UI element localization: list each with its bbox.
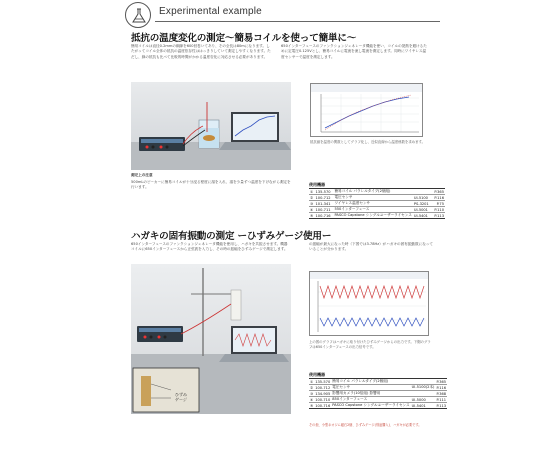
order-code: 100-711 [315, 207, 334, 213]
order-row [309, 213, 445, 219]
order-price: P.111 [436, 397, 447, 402]
order-row [309, 403, 447, 409]
order-model: UI-5001 [413, 207, 431, 213]
order-price: P.75 [431, 201, 445, 207]
order-code: 100-712 [315, 385, 331, 390]
section1-resistance-graph [310, 83, 423, 137]
section1-caption: 抵抗値を温度の関数としてグラフ化し、近似直線から温度係数を求めます。 [310, 140, 426, 144]
section1-intro-right: 650インターフェースのファンクションジェネレータ機能を使い、コイルの発熱を避けるために定電圧0.125Vとし、簡易コイルに電流を流し電流を測定します。同時にワイヤレス温度センサーで温度を測定します。 [281, 44, 427, 59]
section2-caption: 上の図のグラフはハガキに取り付けたひずみゲージからの出力です。下側のグラフは650インターフェースの出力信号です。 [309, 340, 431, 349]
order-no: ③ [310, 391, 314, 396]
section2-note: その他、小型ネオジム磁石2個、ひずみゲージ(別途購入)、ハガキが必要です。 [309, 423, 422, 427]
order-name: 簡易コイル パラレルタイプ(2個組) [331, 379, 410, 385]
section1-intro-left: 簡易コイルは直径0.2mmの銅線を600回巻いてあり、その全長は80mになります。したがってコイル全体の抵抗の温度依存性ははっきりしていて測定しやすくなります。ただし、線の抵抗も比べて比較的時間がかかる温度変化に対応させる必要があります。 [131, 44, 271, 59]
order-code: 135-570 [315, 379, 331, 384]
order-name: PASCO Capstone シングルユーザーライセンス [334, 213, 412, 217]
section1-order-title: 使用機器 [309, 182, 325, 187]
order-code: 100-716 [315, 213, 334, 219]
order-model: UI-5000 [411, 397, 436, 403]
order-model: UI-5401 [411, 403, 436, 409]
section2-vibration-graph [309, 271, 429, 336]
order-no: ② [310, 195, 314, 200]
order-name: ワイヤレス温度センサ [333, 201, 412, 207]
order-code: 135-570 [315, 189, 334, 195]
order-name: 影響用カメラ(10倍組) 影響用 [331, 391, 410, 397]
section2-intro-right: の振幅が最大になった時（下図では3.78Hz）がハガキの固有振動数になっていることが分かります。 [309, 242, 433, 252]
section2-intro-left: 650インターフェースのファンクションジェネレータ機能を使用し、ハガキを共振させます。機器コイルに650インターフェースから正弦波を入力し、その時の振幅をひずみゲージで測定します。 [131, 242, 288, 252]
section1-method-title: 測定上の注意 [131, 173, 153, 177]
order-no: ④ [310, 397, 314, 402]
order-price: P.365 [436, 379, 447, 384]
order-model: UI-5100(2本) [411, 385, 435, 389]
order-model: UI-5100 [413, 195, 431, 201]
experiment-flask-icon [125, 2, 151, 28]
order-name: 簡易コイル パラレルタイプ(2個組) [333, 189, 412, 195]
header-title: Experimental example [159, 6, 262, 17]
section2-title: ハガキの固有振動の測定 ーひずみゲージ使用ー [131, 231, 332, 242]
order-name: PASCO Capstone シングルユーザーライセンス [332, 403, 410, 407]
order-name: 電圧センサ [333, 195, 412, 201]
order-price: P.368 [436, 391, 447, 396]
order-no: ④ [310, 207, 314, 212]
order-no: ③ [310, 201, 314, 206]
order-name: 550インターフェース [333, 207, 412, 213]
strain-gauge-label-2: ゲージ [175, 397, 187, 402]
section2-experiment-photo [131, 264, 291, 414]
section2-order-title: 使用機器 [309, 372, 325, 377]
order-code: 100-710 [315, 397, 331, 402]
section1-title: 抵抗の温度変化の測定～簡易コイルを使って簡単に～ [131, 33, 357, 44]
order-no: ② [310, 385, 314, 390]
order-code: 101-341 [315, 201, 334, 207]
order-price: P.113 [431, 213, 445, 219]
order-price: P.365 [431, 189, 445, 195]
order-price: P.110 [431, 207, 445, 213]
order-model: UI-5401 [413, 213, 431, 219]
order-code: 134-905 [315, 391, 331, 396]
section2-order-table [309, 378, 447, 409]
order-no: ⑤ [310, 213, 314, 218]
order-name: 電圧センサ [331, 385, 410, 391]
strain-gauge-label-1: ひずみ [175, 392, 187, 397]
header [115, 0, 445, 26]
section1-method-text: 500mLのビーカーに簡易コイルが十分浸る程度に湯を入れ、湯を少量ずつ温度を下げながら測定を行います。 [131, 180, 291, 190]
order-no: ⑤ [310, 403, 314, 408]
order-no: ① [310, 379, 314, 384]
header-divider [155, 21, 440, 22]
page [115, 0, 445, 450]
order-price: P.116 [431, 195, 445, 201]
order-no: ① [310, 189, 314, 194]
section1-experiment-photo [131, 82, 291, 170]
order-code: 100-712 [315, 195, 334, 201]
order-model: PS-3201 [413, 201, 431, 207]
order-code: 100-716 [315, 403, 331, 408]
section1-order-table [309, 188, 445, 219]
order-name: 850インターフェース [331, 397, 410, 403]
order-price: P.116 [436, 385, 447, 390]
order-price: P.113 [436, 403, 447, 408]
